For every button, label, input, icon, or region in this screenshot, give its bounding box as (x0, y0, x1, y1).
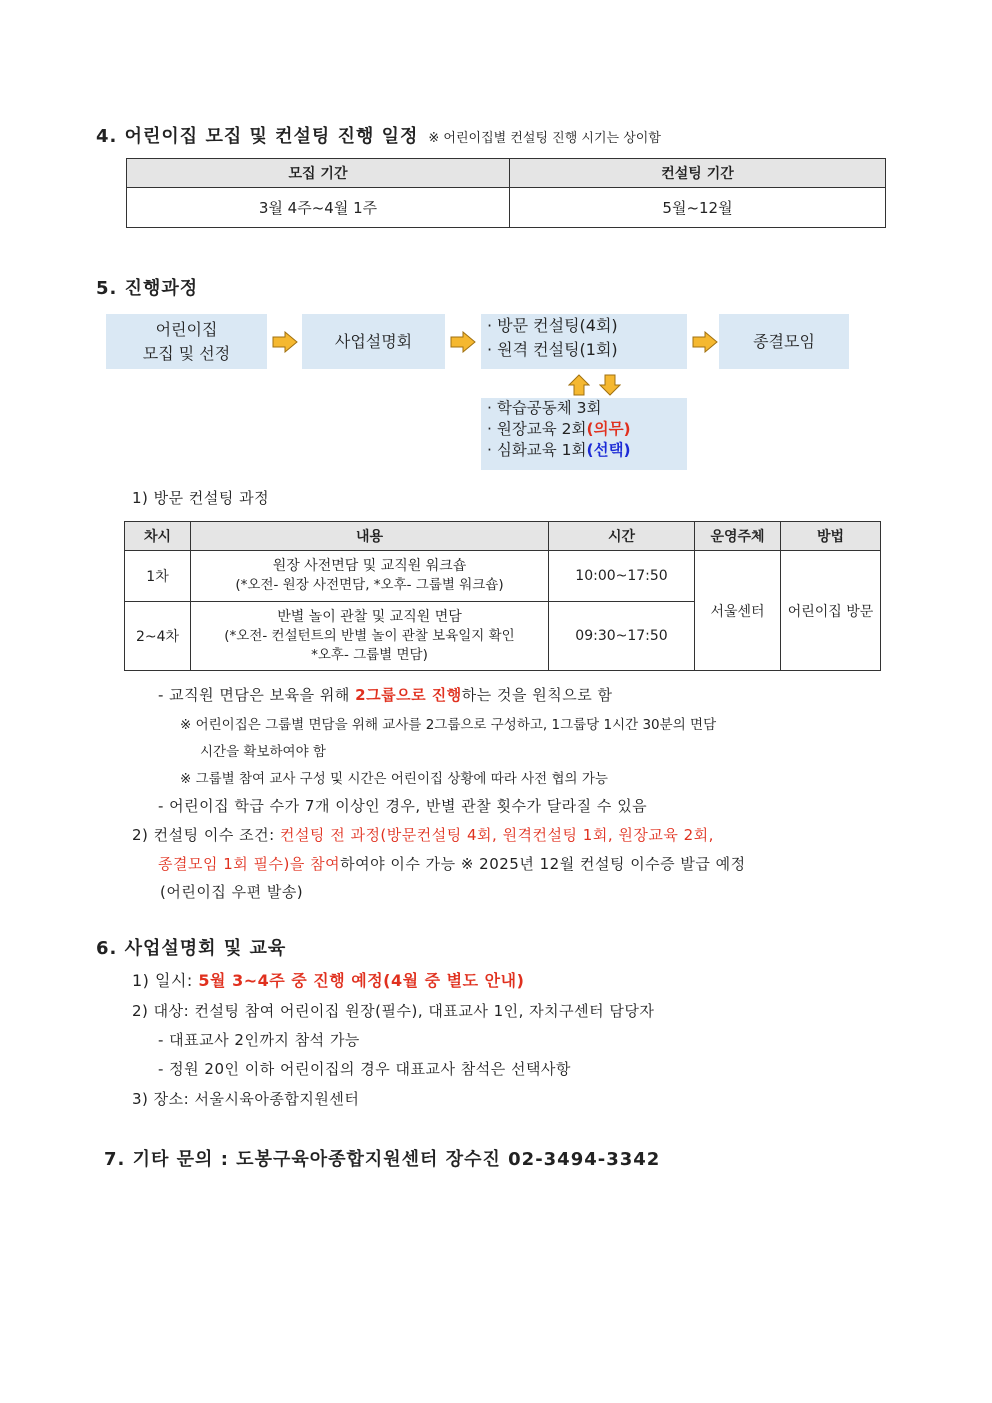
section-4-title: 4. 어린이집 모집 및 컨설팅 진행 일정 (96, 126, 419, 147)
arrow-right-icon (450, 331, 476, 353)
briefing-date-label: 1) 일시: (132, 971, 199, 990)
visit-round-1: 1차 (125, 551, 191, 602)
note-group-interview-a: - 교직원 면담은 보육을 위해 (158, 686, 356, 704)
briefing-place: 3) 장소: 서울시육아종합지원센터 (132, 1090, 360, 1108)
briefing-date (132, 968, 524, 991)
arrow-down-icon (599, 374, 621, 396)
completion-condition-certificate: 하여야 이수 가능 ※ 2025년 12월 컨설팅 이수증 발급 예정 (340, 855, 746, 873)
visit-header-time: 시간 (549, 522, 695, 551)
visit-table (124, 521, 881, 671)
visit-content-2-line3: *오후- 그룹별 면담) (311, 646, 428, 663)
visit-header-method: 방법 (781, 522, 881, 551)
briefing-target-sub2: - 정원 20인 이하 어린이집의 경우 대표교사 참석은 선택사항 (158, 1060, 571, 1078)
flow-box-recruit-line1: 어린이집 (155, 319, 218, 339)
note-group-interview-c: 하는 것을 원칙으로 함 (461, 686, 613, 704)
note-group-interview (158, 684, 612, 705)
note-group-config-line2: 시간을 확보하여야 함 (200, 744, 326, 760)
flow-box-consulting-remote: · 원격 컨설팅(1회) (487, 340, 618, 359)
completion-condition-line1 (132, 824, 714, 845)
section-6-title: 6. 사업설명회 및 교육 (96, 938, 287, 959)
schedule-table (126, 158, 886, 228)
visit-operator: 서울센터 (695, 551, 781, 671)
visit-header-round: 차시 (125, 522, 191, 551)
completion-condition-line2 (158, 853, 746, 874)
flow-box-consulting-visit: · 방문 컨설팅(4회) (487, 316, 618, 335)
note-prior-consultation: ※ 그룹별 참여 교사 구성 및 시간은 어린이집 상황에 따라 사전 협의 가능 (180, 771, 608, 787)
table-row (125, 551, 881, 602)
completion-condition-label: 2) 컨설팅 이수 조건: (132, 826, 280, 844)
section-4-note: ※ 어린이집별 컨설팅 진행 시기는 상이함 (428, 131, 661, 146)
arrow-up-icon (568, 374, 590, 396)
flow-box-closing: 종결모임 (719, 314, 849, 369)
flow-box-education-director: · 원장교육 2회 (487, 420, 587, 438)
visit-method: 어린이집 방문 (781, 551, 881, 671)
visit-header-content: 내용 (191, 522, 549, 551)
flow-box-briefing: 사업설명회 (302, 314, 445, 369)
visit-content-2 (191, 602, 549, 671)
schedule-consulting-period: 5월~12월 (510, 188, 886, 228)
flow-box-recruit (106, 314, 267, 369)
briefing-target-sub1: - 대표교사 2인까지 참석 가능 (158, 1031, 360, 1049)
completion-condition-requirement: 컨설팅 전 과정(방문컨설팅 4회, 원격컨설팅 1회, 원장교육 2회, (279, 826, 714, 844)
visit-content-1-line2: (*오전- 원장 사전면담, *오후- 그룹별 워크숍) (235, 577, 504, 593)
note-group-interview-emphasis: 2그룹으로 진행 (355, 686, 462, 704)
briefing-target: 2) 대상: 컨설팅 참여 어린이집 원장(필수), 대표교사 1인, 자치구센터 담당자 (132, 1002, 655, 1020)
visit-process-subtitle: 1) 방문 컨설팅 과정 (132, 489, 270, 507)
briefing-date-value: 5월 3~4주 중 진행 예정(4월 중 별도 안내) (198, 971, 525, 990)
completion-condition-requirement-cont: 종결모임 1회 필수)을 참여 (158, 855, 341, 873)
visit-content-1-line1: 원장 사전면담 및 교직원 워크숍 (272, 558, 467, 574)
visit-header-operator: 운영주체 (695, 522, 781, 551)
completion-condition-mail: (어린이집 우편 발송) (160, 883, 304, 901)
arrow-right-icon (272, 331, 298, 353)
section-7-contact: 7. 기타 문의 : 도봉구육아종합지원센터 장수진 02-3494-3342 (104, 1149, 661, 1170)
note-group-config-line1: ※ 어린이집은 그룹별 면담을 위해 교사를 2그룹으로 구성하고, 1그룹당 1시간 30분의 면담 (180, 717, 717, 733)
flow-box-consulting (481, 314, 687, 369)
visit-round-2: 2~4차 (125, 602, 191, 671)
flow-box-education (481, 398, 687, 470)
flow-box-education-optional: (선택) (586, 441, 631, 459)
flow-box-education-mandatory: (의무) (586, 420, 631, 438)
schedule-header-recruit: 모집 기간 (127, 159, 510, 188)
note-class-count: - 어린이집 학급 수가 7개 이상인 경우, 반별 관찰 횟수가 달라질 수 있음 (158, 797, 648, 815)
section-4-heading (96, 122, 661, 148)
visit-content-1 (191, 551, 549, 602)
visit-time-1: 10:00~17:50 (549, 551, 695, 602)
section-5-title: 5. 진행과정 (96, 278, 199, 299)
schedule-recruit-period: 3월 4주~4월 1주 (127, 188, 510, 228)
arrow-right-icon (692, 331, 718, 353)
flow-box-education-learning: · 학습공동체 3회 (487, 399, 602, 417)
flow-box-recruit-line2: 모집 및 선정 (142, 343, 231, 363)
visit-content-2-line1: 반별 놀이 관찰 및 교직원 면담 (277, 608, 462, 625)
schedule-header-consulting: 컨설팅 기간 (510, 159, 886, 188)
flow-box-education-advanced: · 심화교육 1회 (487, 441, 587, 459)
visit-content-2-line2: (*오전- 컨설턴트의 반별 놀이 관찰 보육일지 확인 (224, 627, 515, 644)
visit-time-2: 09:30~17:50 (549, 602, 695, 671)
